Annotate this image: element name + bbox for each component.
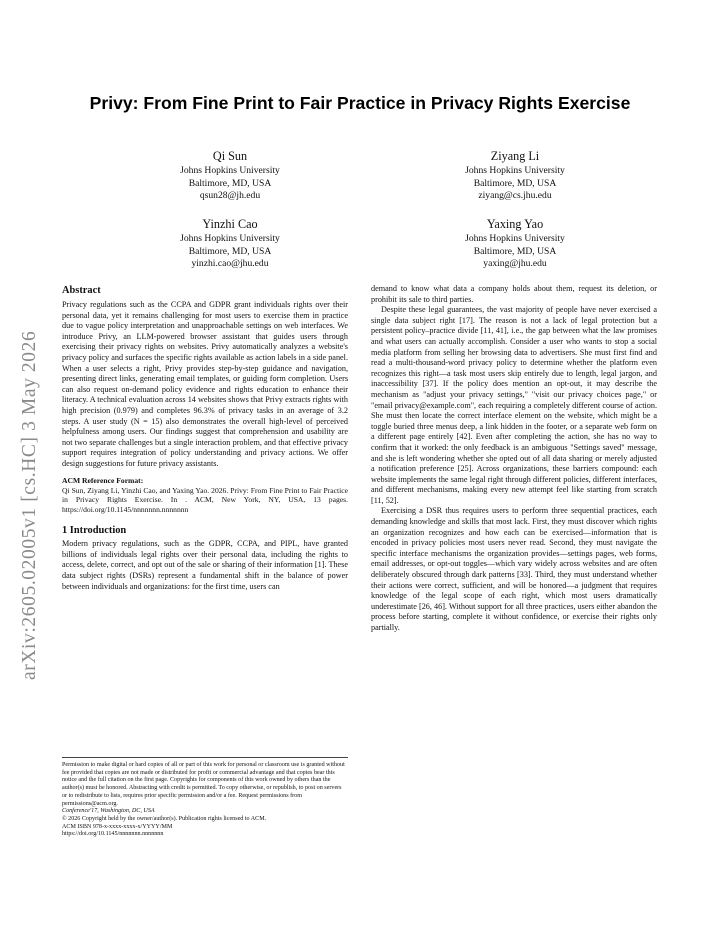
author-name: Qi Sun	[212, 149, 248, 163]
intro-paragraph-2: Despite these legal guarantees, the vast majority of people have never exercised a single data subject right [17]. The reason is not a lack of legal protection but a persistent policy–practice divide [11, 41], i.e., the gap between what the law promises and what users can actually accomplish. Consider a user who wants to stop a social media platform from selling her browsing data to advertisers. She must first find and read a multi-thousand-word privacy policy to determine whether the platform even recognizes this right—a task most users skip entirely due to length, legal jargon, and inaccessibility [37]. If the policy does mention an opt-out, it may describe the mechanism as "adjust your privacy settings," "visit our privacy choices page," or "email privacy@example.com", each requiring a completely different course of action. She must then locate the correct interface element on the website, which might be a toggle buried three menus deep, a link hidden in the footer, or a separate web form on a different page entirely [42]. Even after completing the action, she has no way to confirm that it worked: the only feedback is an ambiguous "Settings saved" message, and she is left wondering whether she opted out of all data sharing or merely adjusted a notification preference [25]. Across organizations, these barriers compound: each website implements the same legal right through different policies, different interfaces, and different mechanisms, making every new attempt feel like starting from scratch [11, 52].	[371, 305, 657, 505]
acm-reference-text: Qi Sun, Ziyang Li, Yinzhi Cao, and Yaxing Yao. 2026. Privy: From Fine Print to Fair Practice in Privacy Rights Exercise. In . ACM, New York, NY, USA, 13 pages. https://doi.org/10.1145/nnnnnnn.nnnnnnn	[62, 485, 348, 514]
isbn-line: ACM ISBN 978-x-xxxx-xxxx-x/YYYY/MM	[62, 823, 173, 830]
abstract-text: Privacy regulations such as the CCPA and GDPR grant individuals rights over their personal data, yet it remains challenging for most users to exercise them in practice due to vague policy interpretation and unapproachable settings on web interfaces. We introduce Privy, an LLM-powered browser assistant that guides users through exercising their privacy rights on websites. Privy automatically analyzes a website's privacy policy and surfaces the specific rights available as action labels in a side panel. When a user selects a right, Privy provides step-by-step guidance and navigation, presenting direct links, generating email templates, or guiding form completion. Users can also request on-demand policy evidence and rights education to enhance their literacy. A technical evaluation across 14 websites shows that Privy extracts rights with high precision (0.979) and completes 96.3% of privacy tasks in an average of 3.2 steps. A user study (N = 15) also demonstrates the overall high-level of perceived helpfulness among users. Our findings suggest that comprehension and usability are not two separate challenges but a single interaction problem, and that effective privacy support requires integration of policy understanding and privacy actions. We offer design suggestions for future privacy assistants.	[62, 300, 348, 468]
author-location: Baltimore, MD, USA	[473, 245, 557, 257]
author-email: yinzhi.cao@jhu.edu	[191, 258, 269, 270]
acm-reference-heading: ACM Reference Format:	[62, 475, 144, 485]
abstract-heading: Abstract	[62, 285, 101, 296]
author-affiliation: Johns Hopkins University	[465, 233, 565, 244]
intro-continuation: demand to know what data a company holds about them, request its deletion, or prohibit its sale to third parties.	[371, 284, 657, 304]
author-location: Baltimore, MD, USA	[188, 245, 272, 257]
paper-title: Privy: From Fine Print to Fair Practice in Privacy Rights Exercise	[89, 93, 631, 113]
right-column	[371, 284, 657, 634]
left-column	[62, 284, 348, 592]
author-block	[100, 149, 360, 203]
author-location: Baltimore, MD, USA	[188, 177, 272, 189]
arxiv-identifier: arXiv:2605.02005v1 [cs.HC] 3 May 2026	[19, 330, 40, 680]
author-email: yaxing@jhu.edu	[483, 258, 547, 270]
intro-paragraph-3: Exercising a DSR thus requires users to perform three sequential practices, each demanding knowledge and skills that most lack. First, they must discover which rights an organization recognizes and how each can be exercised—information that is encoded in privacy policies most users never read. Second, they must navigate the specific interface mechanisms the organization provides—settings pages, web forms, email addresses, or opt-out toggles—which vary widely across websites and are often deliberately obscured through dark patterns [33]. Third, they must understand whether their actions were correct, sufficient, and will be honored—a judgment that requires knowledge of the legal scope of each right, which most users dramatically underestimate [26, 46]. Without support for all three practices, users either abandon the process before starting, complete it without confidence, or exercise their rights only partially.	[371, 506, 657, 632]
author-email: ziyang@cs.jhu.edu	[478, 190, 552, 202]
author-name: Yaxing Yao	[486, 217, 544, 231]
conference-info: Conference'17, Washington, DC, USA	[62, 808, 155, 815]
doi-line: https://doi.org/10.1145/nnnnnnn.nnnnnnn	[62, 831, 164, 838]
author-block	[385, 149, 645, 203]
author-name: Yinzhi Cao	[202, 217, 258, 231]
introduction-paragraph: Modern privacy regulations, such as the GDPR, CCPA, and PIPL, have granted billions of individuals legal rights over their personal data, including the rights to access, delete, correct, and opt out of the sale or sharing of their information [1]. These data subject rights (DSRs) represent a fundamental shift in the balance of power between individuals and organizations: for the first time, users can	[62, 539, 348, 591]
author-affiliation: Johns Hopkins University	[180, 165, 280, 176]
author-affiliation: Johns Hopkins University	[465, 165, 565, 176]
author-block	[100, 217, 360, 271]
copyright-line: © 2026 Copyright held by the owner/author(s). Publication rights licensed to ACM.	[62, 815, 267, 822]
author-location: Baltimore, MD, USA	[473, 177, 557, 189]
author-affiliation: Johns Hopkins University	[180, 233, 280, 244]
permission-notice: Permission to make digital or hard copies of all or part of this work for personal or classroom use is granted without fee provided that copies are not made or distributed for profit or commercial advantage and that copies bear this notice and the full citation on the first page. Copyrights for components of this work owned by others than the author(s) must be honored. Abstracting with credit is permitted. To copy otherwise, or republish, to post on servers or to redistribute to lists, requires prior specific permission and/or a fee. Request permissions from permissions@acm.org.	[62, 762, 345, 807]
author-block	[385, 217, 645, 271]
author-email: qsun28@jh.edu	[199, 190, 261, 202]
introduction-heading: 1 Introduction	[62, 525, 127, 537]
copyright-footnote	[62, 757, 348, 839]
author-name: Ziyang Li	[490, 149, 540, 163]
